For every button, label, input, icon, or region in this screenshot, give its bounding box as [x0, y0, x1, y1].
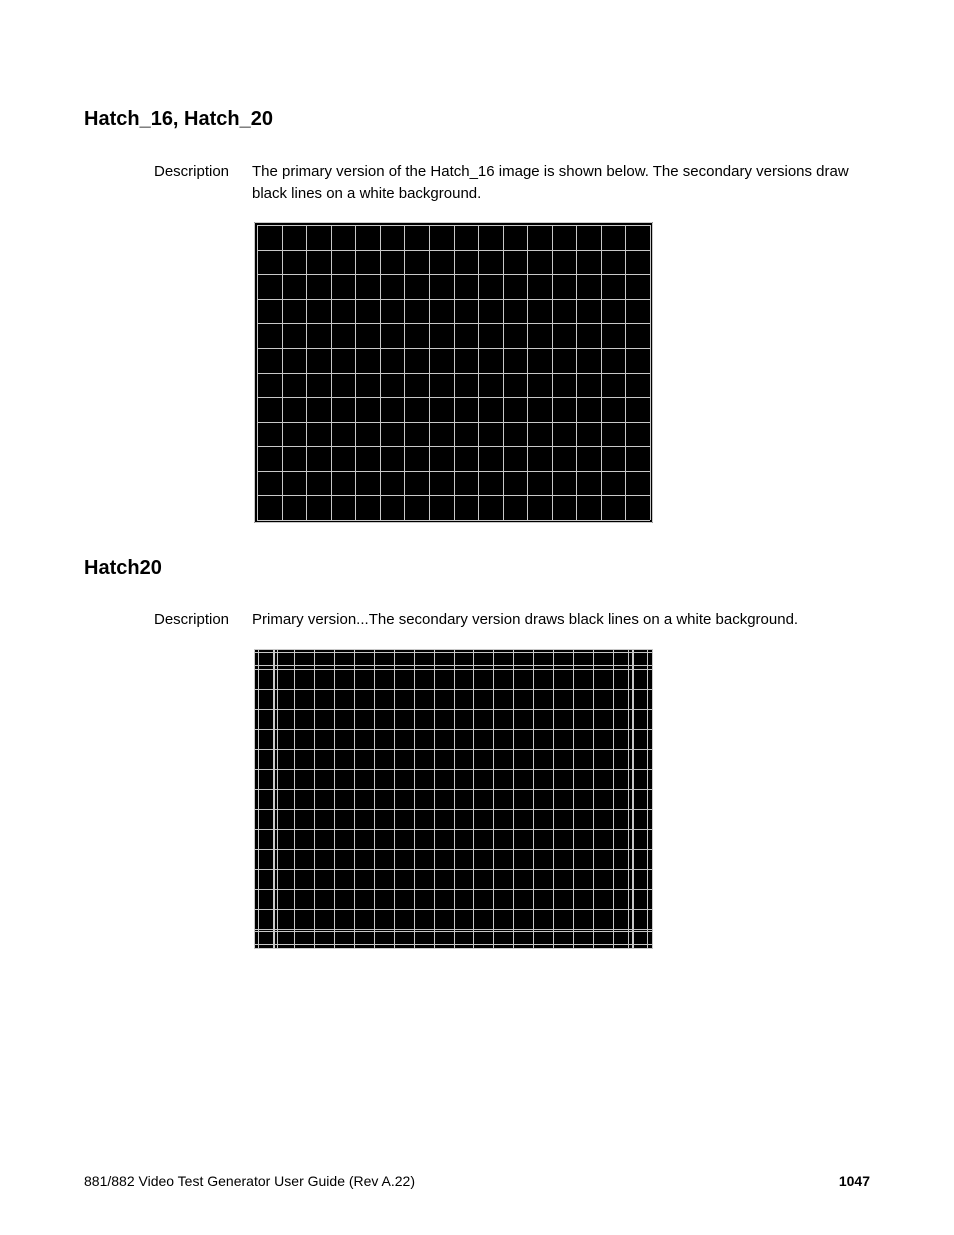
- pattern-background: [254, 222, 653, 523]
- description-text: The primary version of the Hatch_16 image is shown below. The secondary versions draw black lines on a white background.: [252, 163, 849, 202]
- description-label: Description: [154, 611, 230, 628]
- footer-page-number: 1047: [838, 1173, 870, 1189]
- hatch16-pattern-image: [254, 222, 653, 523]
- section-heading-hatch20: Hatch20: [84, 557, 162, 579]
- hatch20-pattern-image: [254, 649, 653, 949]
- section-heading-hatch16: Hatch_16, Hatch_20: [84, 108, 273, 130]
- description-text: Primary version...The secondary version draws black lines on a white background.: [252, 611, 799, 628]
- footer-document-title: 881/882 Video Test Generator User Guide (Rev A.22): [84, 1173, 416, 1189]
- description-label: Description: [154, 163, 230, 180]
